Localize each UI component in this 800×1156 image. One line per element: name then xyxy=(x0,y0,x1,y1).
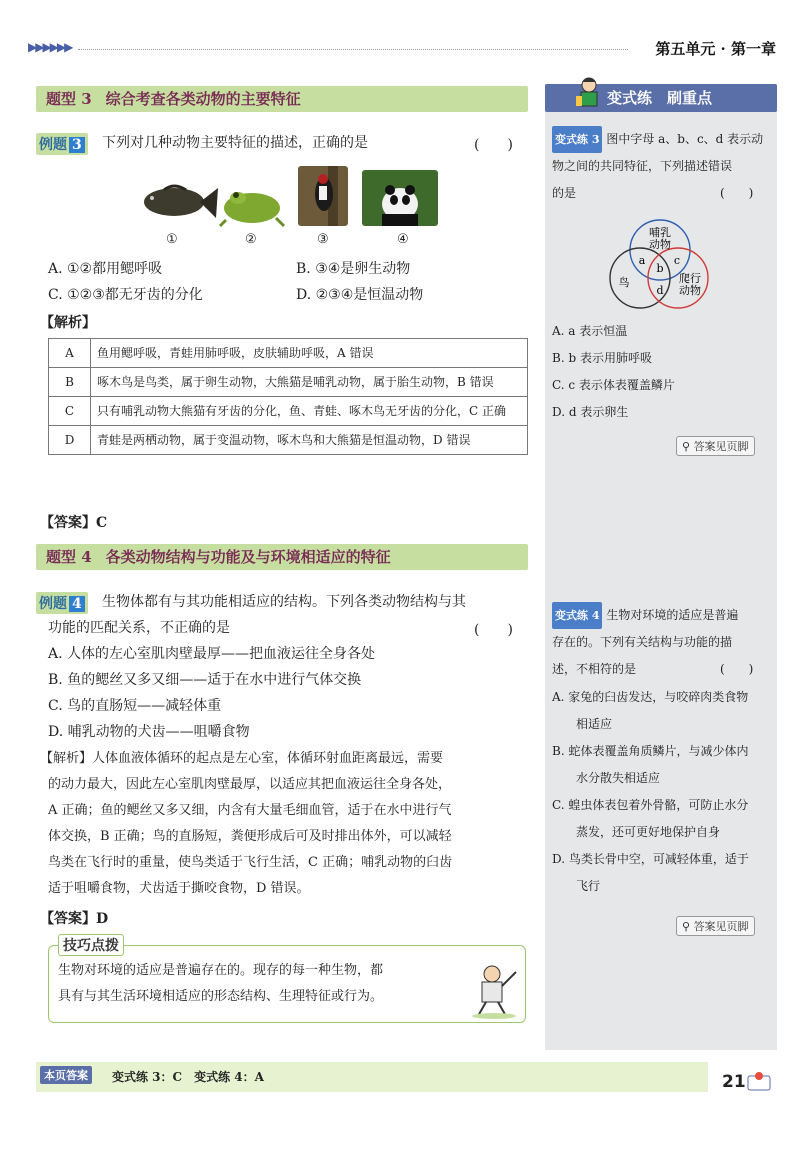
variant-4-option-line: A. 家兔的臼齿发达，与咬碎肉类食物 xyxy=(552,690,749,704)
variant-4-option-line: C. 蝗虫体表包着外骨骼，可防止水分 xyxy=(552,798,749,812)
tip-line-2: 具有与其生活环境相适应的形态结构、生理特征或行为。 xyxy=(58,989,384,1004)
example-4-option-d: D. 哺乳动物的犬齿——咀嚼食物 xyxy=(48,724,250,740)
example-4-answer: 【答案】D xyxy=(40,911,109,927)
image-label-1: ① xyxy=(166,232,178,247)
example-3-option-b: B. ③④是卵生动物 xyxy=(296,261,411,277)
variant-4-option-line: B. 蛇体表覆盖角质鳞片，与减少体内 xyxy=(552,744,749,758)
venn-label-bird: 鸟 xyxy=(618,276,630,289)
venn-diagram xyxy=(604,216,716,312)
tip-mascot-icon xyxy=(466,960,524,1020)
image-label-2: ② xyxy=(245,232,257,247)
variant-3-option-a: A. a 表示恒温 xyxy=(552,324,628,338)
table-row: D 青蛙是两栖动物，属于变温动物，啄木鸟和大熊猫是恒温动物，D 错误 xyxy=(49,426,528,455)
key-icon: ⚲ xyxy=(682,440,691,453)
table-row: C 只有哺乳动物大熊猫有牙齿的分化，鱼、青蛙、啄木鸟无牙齿的分化，C 正确 xyxy=(49,397,528,426)
mascot-icon xyxy=(572,76,606,112)
venn-letter-c: c xyxy=(673,254,681,267)
header-title: 第五单元 · 第一章 xyxy=(655,40,776,58)
example-3-paren: ( ) xyxy=(474,137,513,153)
variant-3-option-d: D. d 表示卵生 xyxy=(552,405,629,419)
variant-4-option-line: 水分散失相适应 xyxy=(552,771,661,785)
venn-label-reptile-1: 爬行 xyxy=(679,272,701,285)
tip-line-1: 生物对环境的适应是普遍存在的。现存的每一种生物，都 xyxy=(58,963,384,978)
analysis-line: 体交换，B 正确；鸟的直肠短，粪便形成后可及时排出体外，可以减轻 xyxy=(48,829,452,844)
example-4-paren: ( ) xyxy=(474,622,513,638)
variant-4-option-line: 飞行 xyxy=(552,879,601,893)
panda-icon xyxy=(362,170,438,226)
example-4-tag: 例题 4 xyxy=(36,592,88,614)
analysis-line: 的动力最大，因此左心室肌肉壁最厚，以适应其把血液运往全身各处， xyxy=(48,777,452,792)
table-row: B 啄木鸟是鸟类，属于卵生动物，大熊猫是哺乳动物，属于胎生动物，B 错误 xyxy=(49,368,528,397)
variant-3-paren: ( ) xyxy=(720,186,754,200)
section-3-tag: 题型 3 xyxy=(46,90,92,108)
table-row: A 鱼用鳃呼吸，青蛙用肺呼吸，皮肤辅助呼吸，A 错误 xyxy=(49,339,528,368)
variant-4-option-line: 蒸发，还可更好地保护自身 xyxy=(552,825,721,839)
section-3-title: 综合考查各类动物的主要特征 xyxy=(105,90,301,108)
variant-4-options xyxy=(552,684,774,900)
variant-3-tag: 变式练 3 xyxy=(552,126,602,153)
example-3-analysis-label: 【解析】 xyxy=(40,315,96,331)
variant-4-tag: 变式练 4 xyxy=(552,602,602,629)
variant-4-paren: ( ) xyxy=(720,662,754,676)
image-label-3: ③ xyxy=(317,232,329,247)
venn-letter-d: d xyxy=(656,284,664,297)
footer-answer-tag: 本页答案 xyxy=(40,1066,92,1084)
analysis-line: 适于咀嚼食物，犬齿适于撕咬食物，D 错误。 xyxy=(48,881,310,896)
variant-3-line-3: 的是 xyxy=(552,186,577,200)
example-4-option-c: C. 鸟的直肠短——减轻体重 xyxy=(48,698,222,714)
variant-4-answer-button[interactable]: ⚲ 答案见页脚 xyxy=(676,916,755,936)
analysis-line: A 正确；鱼的鳃丝又多又细，内含有大量毛细血管，适于在水中进行气 xyxy=(48,803,452,818)
carp-fish-icon xyxy=(134,178,218,228)
variant-4-line-3: 述，不相符的是 xyxy=(552,662,637,676)
example-4-option-a: A. 人体的左心室肌肉壁最厚——把血液运往全身各处 xyxy=(48,646,376,662)
variant-4-line-2: 存在的。下列有关结构与功能的描 xyxy=(552,635,733,649)
key-icon: ⚲ xyxy=(682,920,691,933)
variant-3-line-1: 变式练 3 图中字母 a、b、c、d 表示动 xyxy=(552,126,763,153)
venn-label-reptile-2: 动物 xyxy=(679,284,701,297)
example-4-option-b: B. 鱼的鳃丝又多又细——适于在水中进行气体交换 xyxy=(48,672,362,688)
section-4-title: 各类动物结构与功能及与环境相适应的特征 xyxy=(105,548,391,566)
variant-4-option-line: D. 鸟类长骨中空，可减轻体重，适于 xyxy=(552,852,749,866)
header-divider xyxy=(78,49,628,50)
page-number: 21 xyxy=(722,1072,746,1092)
analysis-table xyxy=(48,338,528,455)
footer-answers: 变式练 3：C 变式练 4：A xyxy=(112,1070,264,1084)
variant-3-option-b: B. b 表示用肺呼吸 xyxy=(552,351,652,365)
page-decoration-icon xyxy=(746,1070,772,1092)
example-4-question-2: 功能的匹配关系，不正确的是 xyxy=(48,620,230,636)
example-3-answer: 【答案】C xyxy=(40,515,108,531)
section-3-bar xyxy=(36,86,528,112)
venn-letter-a: a xyxy=(638,254,646,267)
example-4-analysis xyxy=(40,746,530,902)
venn-label-mammal-1: 哺乳 xyxy=(649,226,671,239)
tip-title: 技巧点拨 xyxy=(58,934,124,956)
header-arrows: ▶▶▶▶▶▶ xyxy=(28,40,72,54)
variant-4-option-line: 相适应 xyxy=(552,717,613,731)
example-3-option-d: D. ②③④是恒温动物 xyxy=(296,287,424,303)
variant-3-option-c: C. c 表示体表覆盖鳞片 xyxy=(552,378,675,392)
image-label-4: ④ xyxy=(397,232,409,247)
example-3-option-a: A. ①②都用鳃呼吸 xyxy=(48,261,163,277)
example-4-question-1: 生物体都有与其功能相适应的结构。下列各类动物结构与其 xyxy=(102,594,466,610)
analysis-line: 鸟类在飞行时的重量，使鸟类适于飞行生活，C 正确；哺乳动物的臼齿 xyxy=(48,855,453,870)
venn-label-mammal-2: 动物 xyxy=(649,238,671,251)
example-3-option-c: C. ①②③都无牙齿的分化 xyxy=(48,287,203,303)
analysis-line: 【解析】人体血液体循环的起点是左心室，体循环射血距离最远，需要 xyxy=(40,751,444,766)
woodpecker-icon xyxy=(298,166,348,226)
venn-letter-b: b xyxy=(656,262,664,275)
right-banner: 变式练 刷重点 xyxy=(545,84,777,112)
section-4-bar xyxy=(36,544,528,570)
variant-3-answer-button[interactable]: ⚲ 答案见页脚 xyxy=(676,436,755,456)
example-3-question: 下列对几种动物主要特征的描述，正确的是 xyxy=(102,135,368,151)
section-4-tag: 题型 4 xyxy=(46,548,92,566)
variant-3-line-2: 物之间的共同特征，下列描述错误 xyxy=(552,159,733,173)
example-3-tag: 例题 3 xyxy=(36,133,88,155)
frog-icon xyxy=(218,182,286,228)
variant-4-line-1: 变式练 4 生物对环境的适应是普遍 xyxy=(552,602,738,629)
